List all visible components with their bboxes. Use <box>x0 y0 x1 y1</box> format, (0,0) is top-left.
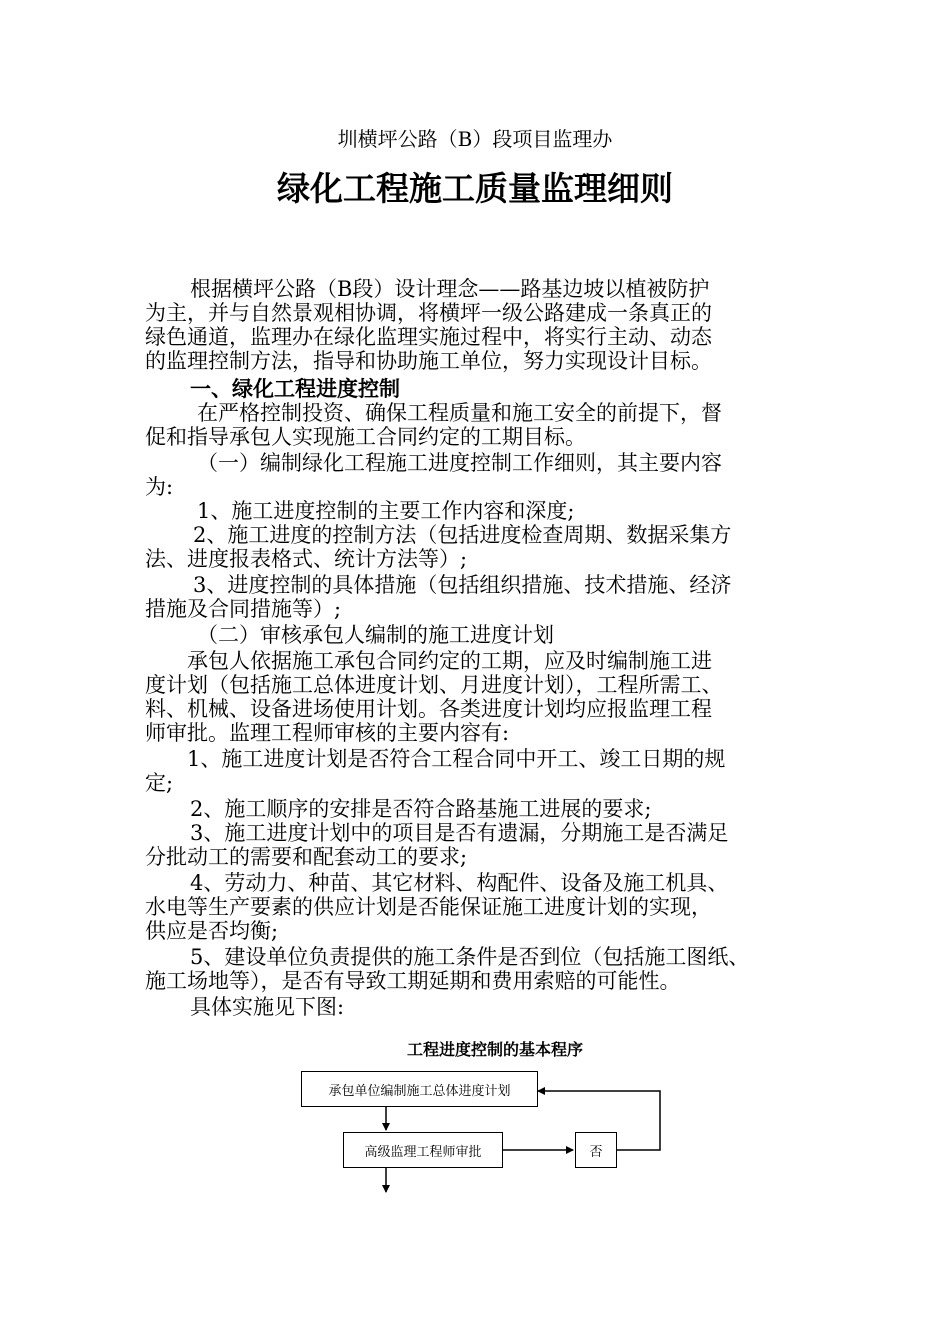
list-item: 2、施工顺序的安排是否符合路基施工进展的要求; <box>190 797 652 821</box>
list-item: 分批动工的需要和配套动工的要求; <box>145 845 468 869</box>
intro-line: 根据横坪公路（B段）设计理念——路基边坡以植被防护 <box>190 277 710 301</box>
intro-line: 的监理控制方法，指导和协助施工单位，努力实现设计目标。 <box>145 349 712 373</box>
subheading-line: （二）审核承包人编制的施工进度计划 <box>197 623 554 647</box>
list-item: 1、施工进度控制的主要工作内容和深度; <box>197 499 575 523</box>
paragraph-line: 师审批。监理工程师审核的主要内容有: <box>145 721 510 745</box>
list-item: 施工场地等），是否有导致工期延期和费用索赔的可能性。 <box>145 969 681 993</box>
list-item: 定; <box>145 771 174 795</box>
flowchart-box-label: 否 <box>589 1144 603 1160</box>
paragraph-line: 承包人依据施工承包合同约定的工期，应及时编制施工进 <box>187 649 712 673</box>
closing-line: 具体实施见下图: <box>190 995 345 1019</box>
paragraph-line: 度计划（包括施工总体进度计划、月进度计划），工程所需工、 <box>145 673 723 697</box>
list-item: 措施及合同措施等）; <box>145 597 342 621</box>
intro-line: 绿色通道，监理办在绿化监理实施过程中，将实行主动、动态 <box>145 325 712 349</box>
list-item: 3、施工进度计划中的项目是否有遗漏，分期施工是否满足 <box>190 821 729 845</box>
document-header: 圳横坪公路（B）段项目监理办 <box>337 127 613 151</box>
flowchart-box-contractor-plan <box>301 1071 538 1107</box>
paragraph-line: 促和指导承包人实现施工合同约定的工期目标。 <box>145 425 586 449</box>
list-item: 4、劳动力、种苗、其它材料、构配件、设备及施工机具、 <box>190 871 729 895</box>
flowchart-box-label: 承包单位编制施工总体进度计划 <box>328 1083 511 1099</box>
subheading-line: 为: <box>145 475 174 499</box>
list-item: 2、施工进度的控制方法（包括进度检查周期、数据采集方 <box>193 523 732 547</box>
paragraph-line: 料、机械、设备进场使用计划。各类进度计划均应报监理工程 <box>145 697 712 721</box>
document-title: 绿化工程施工质量监理细则 <box>277 169 673 208</box>
list-item: 5、建设单位负责提供的施工条件是否到位（包括施工图纸、 <box>190 945 750 969</box>
list-item: 供应是否均衡; <box>145 919 279 943</box>
paragraph-line: 在严格控制投资、确保工程质量和施工安全的前提下，督 <box>197 401 722 425</box>
list-item: 法、进度报表格式、统计方法等）; <box>145 547 468 571</box>
intro-line: 为主，并与自然景观相协调，将横坪一级公路建成一条真正的 <box>145 301 712 325</box>
list-item: 3、进度控制的具体措施（包括组织措施、技术措施、经济 <box>193 573 732 597</box>
section-heading: 一、绿化工程进度控制 <box>190 377 400 401</box>
list-item: 1、施工进度计划是否符合工程合同中开工、竣工日期的规 <box>187 747 726 771</box>
flowchart-box-senior-approval <box>343 1132 503 1168</box>
flowchart-title: 工程进度控制的基本程序 <box>406 1040 583 1059</box>
flowchart-box-label: 高级监理工程师审批 <box>364 1144 482 1160</box>
flowchart-box-no <box>575 1132 617 1168</box>
list-item: 水电等生产要素的供应计划是否能保证施工进度计划的实现， <box>145 895 712 919</box>
subheading-line: （一）编制绿化工程施工进度控制工作细则，其主要内容 <box>197 451 722 475</box>
